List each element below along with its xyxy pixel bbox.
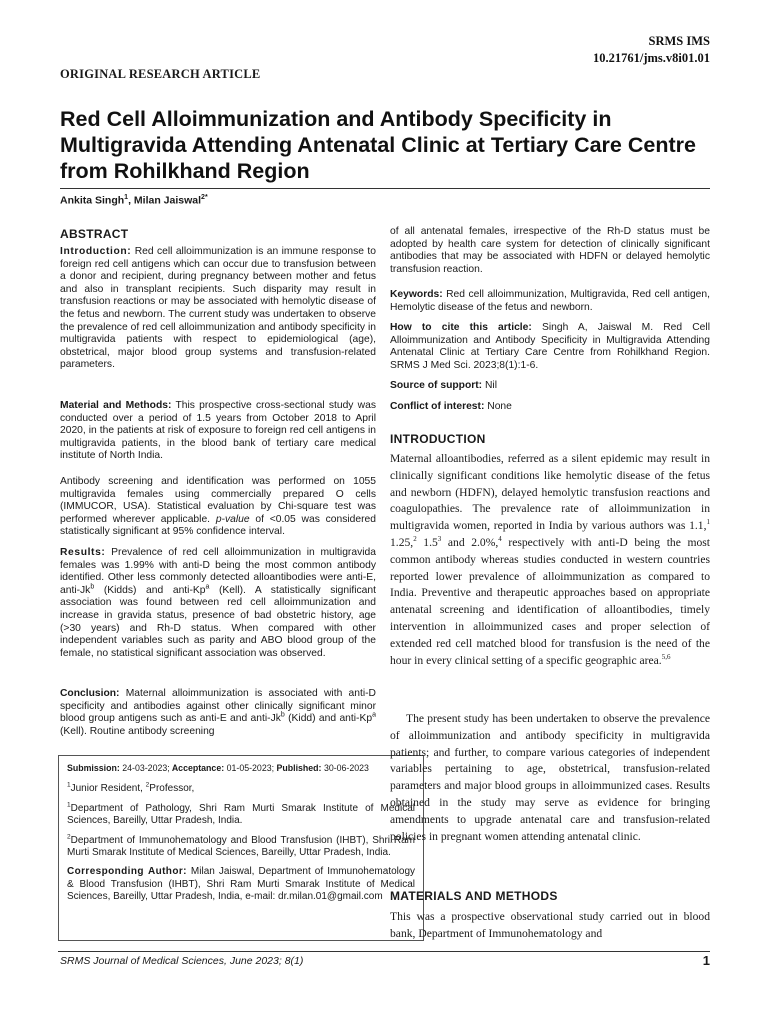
role-text: Professor, bbox=[149, 783, 195, 795]
paragraph-text: (Kell). A statistically significant association was found between red cell alloimmunization and increase in gravida status, presence of bad obstetric history, age (>30 years) and Rh-D status. When compared with other independent variables such as parity and ABO blood group of the female, no statistical significant association was observed. bbox=[60, 584, 376, 659]
paragraph-text: Red cell alloimmunization is an immune response to foreign red cell antigens which can occur due to transfusion between a donor and recipient, during pregnancy between mother and fetus and also in transplant recipients. Such disparity may result in transfusion reactions or may be associated with hemolytic disease of the fetus and newborn. The current study was undertaken to observe the prevalence of red cell alloimmunization and antibody specificity in multigravida patients with respect to epidemiological (age), obstetrical, major blood group systems and transfusion-related parameters. bbox=[60, 246, 376, 371]
paragraph-text: Maternal alloantibodies, referred as a silent epidemic may result in clinically significant conditions like hemolytic disease of the fetus and newborn (HDFN), delayed hemolytic transfusion reactions and coagulopathies. The prevalence rate of alloimmunization in multigravida women, reported in India by various authors was 1.1, bbox=[390, 452, 710, 533]
keywords-label: Keywords: bbox=[390, 289, 443, 300]
publication-dates bbox=[67, 762, 415, 774]
antigen-superscript: a bbox=[205, 583, 210, 591]
affiliation-marker: 2 bbox=[145, 782, 150, 790]
doi[interactable]: 10.21761/jms.v8i01.01 bbox=[592, 51, 710, 65]
date-value: 01-05-2023; bbox=[226, 763, 275, 773]
citation bbox=[390, 322, 710, 372]
keywords bbox=[390, 289, 710, 314]
footer-divider bbox=[58, 951, 710, 952]
article-title: Red Cell Alloimmunization and Antibody Specificity in Multigravida Attending Antenatal Clinic at Tertiary Care Centre from Rohilkhand Region bbox=[60, 107, 696, 183]
date-value: 30-06-2023 bbox=[323, 763, 369, 773]
author-list bbox=[60, 194, 208, 207]
affiliation-marker: 1 bbox=[67, 782, 71, 790]
citation-text: Singh A, Jaiswal M. Red Cell Alloimmunization and Antibody Specificity in Multigravida Attending Antenatal Clinic at Tertiary Care Centre from Rohilkhand Region. SRMS J Med Sci. 2023;8(1):1-6. bbox=[390, 322, 710, 371]
antigen-superscript: b bbox=[90, 583, 95, 591]
affiliation-marker: 2* bbox=[201, 194, 208, 201]
support-label: Source of support: bbox=[390, 380, 483, 391]
antigen-superscript: a bbox=[372, 711, 376, 719]
paragraph-text: Antibody screening and identification was performed on 1055 multigravida females using commercially prepared O cells (IMMUCOR, USA). Statistical evaluation by Chi-square test was performed wherever applicable. bbox=[60, 476, 376, 525]
page-number: 1 bbox=[702, 953, 710, 968]
conflict-label: Conflict of interest: bbox=[390, 401, 485, 412]
paragraph-text: 1.5 bbox=[416, 535, 438, 549]
section-label: Conclusion: bbox=[60, 688, 120, 699]
paragraph-text: 1.25, bbox=[390, 535, 414, 549]
citation-label: How to cite this article: bbox=[390, 322, 532, 333]
paragraph-text: (Kidds) and anti-Kp bbox=[94, 584, 206, 596]
paragraph-text: (Kidd) and anti-Kp bbox=[284, 713, 373, 725]
footer-journal: SRMS Journal of Medical Sciences, June 2023; 8(1) bbox=[60, 955, 304, 967]
keywords-text: Red cell alloimmunization, Multigravida, Red cell antigen, Hemolytic disease of the fetus and newborn. bbox=[390, 289, 710, 313]
citation-marker[interactable]: 3 bbox=[437, 535, 442, 544]
methods-heading: MATERIALS AND METHODS bbox=[390, 889, 558, 903]
section-label: Material and Methods: bbox=[60, 400, 172, 411]
corresponding-author bbox=[67, 866, 415, 903]
author-name: Ankita Singh bbox=[60, 194, 125, 207]
paragraph-text: Maternal alloimmunization is associated with anti-D specificity and antibodies against other clinically significant minor blood group antigens such as anti-E and anti-Jk bbox=[60, 688, 376, 725]
author-roles bbox=[67, 783, 415, 795]
conflict-of-interest bbox=[390, 401, 710, 414]
methods-paragraph-1: This was a prospective observational study carried out in blood bank, Department of Immunohematology and bbox=[390, 910, 710, 940]
journal-abbreviation: SRMS IMS bbox=[648, 34, 710, 48]
author-name: Milan Jaiswal bbox=[133, 194, 202, 207]
citation-marker[interactable]: 5,6 bbox=[661, 652, 671, 661]
paragraph-text: of <0.05 was considered statistically significant at 95% confidence interval. bbox=[60, 513, 376, 538]
affiliation-marker: 1 bbox=[124, 194, 129, 201]
abstract-methods bbox=[60, 400, 376, 463]
abstract-conclusion bbox=[60, 688, 376, 738]
paragraph-text: respectively with anti-D being the most common antibody whereas studies conducted in western countries reported lower prevalence of alloimmunization as compared to India. Preventive and therapeutic approaches based on appropriate antenatal screening and identification of alloantibodies, timely intervention in alloimmunized cases and proper selection of extended red cell matched blood for transfusion is the need of the hour in every clinical setting of a specific geographic area. bbox=[390, 535, 710, 667]
date-label: Submission: bbox=[67, 763, 120, 773]
corresponding-author-text: Milan Jaiswal, Department of Immunohematology & Blood Transfusion (IHBT), Shri Ram Murti Smarak Institute of Medical Sciences, Bareilly, Uttar Pradesh, India, e-mail: dr.milan.01@gmail.com bbox=[67, 866, 416, 903]
affiliation-text: Department of Pathology, Shri Ram Murti Smarak Institute of Medical Sciences, Bareilly, Uttar Pradesh, India. bbox=[67, 802, 415, 827]
paragraph-text: This prospective cross-sectional study was conducted over a period of 1.5 years from October 2018 to April 2020, in the patients at risk of exposure to foreign red cell antigens in multigravida patients, in the blood bank of tertiary care medical institute of North India. bbox=[60, 400, 376, 462]
abstract-results bbox=[60, 547, 376, 660]
abstract-conclusion-continued: of all antenatal females, irrespective of the Rh-D status must be adopted by health care system for detection of clinically significant antibodies that may be associated with HDFN or delayed hemolytic transfusion reaction. bbox=[390, 226, 710, 275]
article-info-box bbox=[58, 755, 424, 941]
abstract-heading: ABSTRACT bbox=[60, 227, 129, 241]
citation-marker[interactable]: 1 bbox=[706, 518, 710, 527]
paragraph-text: Prevalence of red cell alloimmunization in multigravida females was 1.99% with anti-D being the most common antibody identified. Other less commonly detected alloantibodies were anti-E, anti-Jk bbox=[60, 547, 376, 596]
affiliation-marker: 1 bbox=[67, 801, 71, 809]
paragraph-text: and 2.0%, bbox=[441, 535, 499, 549]
title-divider bbox=[60, 188, 710, 189]
source-of-support bbox=[390, 380, 710, 393]
affiliation-text: Department of Immunohematology and Blood Transfusion (IHBT), Shri Ram Murti Smarak Institute of Medical Sciences, Bareilly, Uttar Pradesh, India. bbox=[67, 834, 415, 859]
date-label: Acceptance: bbox=[171, 763, 225, 773]
citation-marker[interactable]: 4 bbox=[498, 535, 502, 544]
antigen-superscript: b bbox=[280, 711, 285, 719]
introduction-paragraph-2: The present study has been undertaken to observe the prevalence of alloimmunization and antibody specificity in multigravida patients; and further, to compare various categories of independent variables pertaining to age, obstetrical, transfusion-related parameters and major blood groups in alloimmunized cases. Results obtained in the study may serve as evidence for bringing amendments to upgrade antenatal care and transfusion-related policies in pregnant women attending antenatal clinic. bbox=[390, 712, 710, 843]
affiliation-1 bbox=[67, 803, 415, 828]
introduction-paragraph-1 bbox=[390, 451, 710, 669]
role-text: Junior Resident, bbox=[70, 783, 146, 795]
affiliation-marker: 2 bbox=[67, 833, 71, 841]
conflict-value: None bbox=[487, 401, 512, 412]
support-value: Nil bbox=[484, 380, 497, 391]
date-label: Published: bbox=[276, 763, 322, 773]
article-type: ORIGINAL RESEARCH ARTICLE bbox=[60, 67, 261, 81]
author-separator: , bbox=[128, 194, 134, 207]
p-value-term: p-value bbox=[215, 513, 250, 525]
paragraph-text: (Kell). Routine antibody screening bbox=[60, 725, 215, 737]
affiliation-2 bbox=[67, 835, 415, 860]
corresponding-author-label: Corresponding Author: bbox=[67, 866, 187, 878]
abstract-introduction bbox=[60, 246, 376, 372]
citation-marker[interactable]: 2 bbox=[413, 535, 417, 544]
abstract-methods-continued bbox=[60, 476, 376, 539]
date-value: 24-03-2023; bbox=[122, 763, 170, 773]
introduction-heading: INTRODUCTION bbox=[390, 432, 486, 446]
section-label: Results: bbox=[60, 547, 106, 558]
section-label: Introduction: bbox=[60, 246, 132, 257]
